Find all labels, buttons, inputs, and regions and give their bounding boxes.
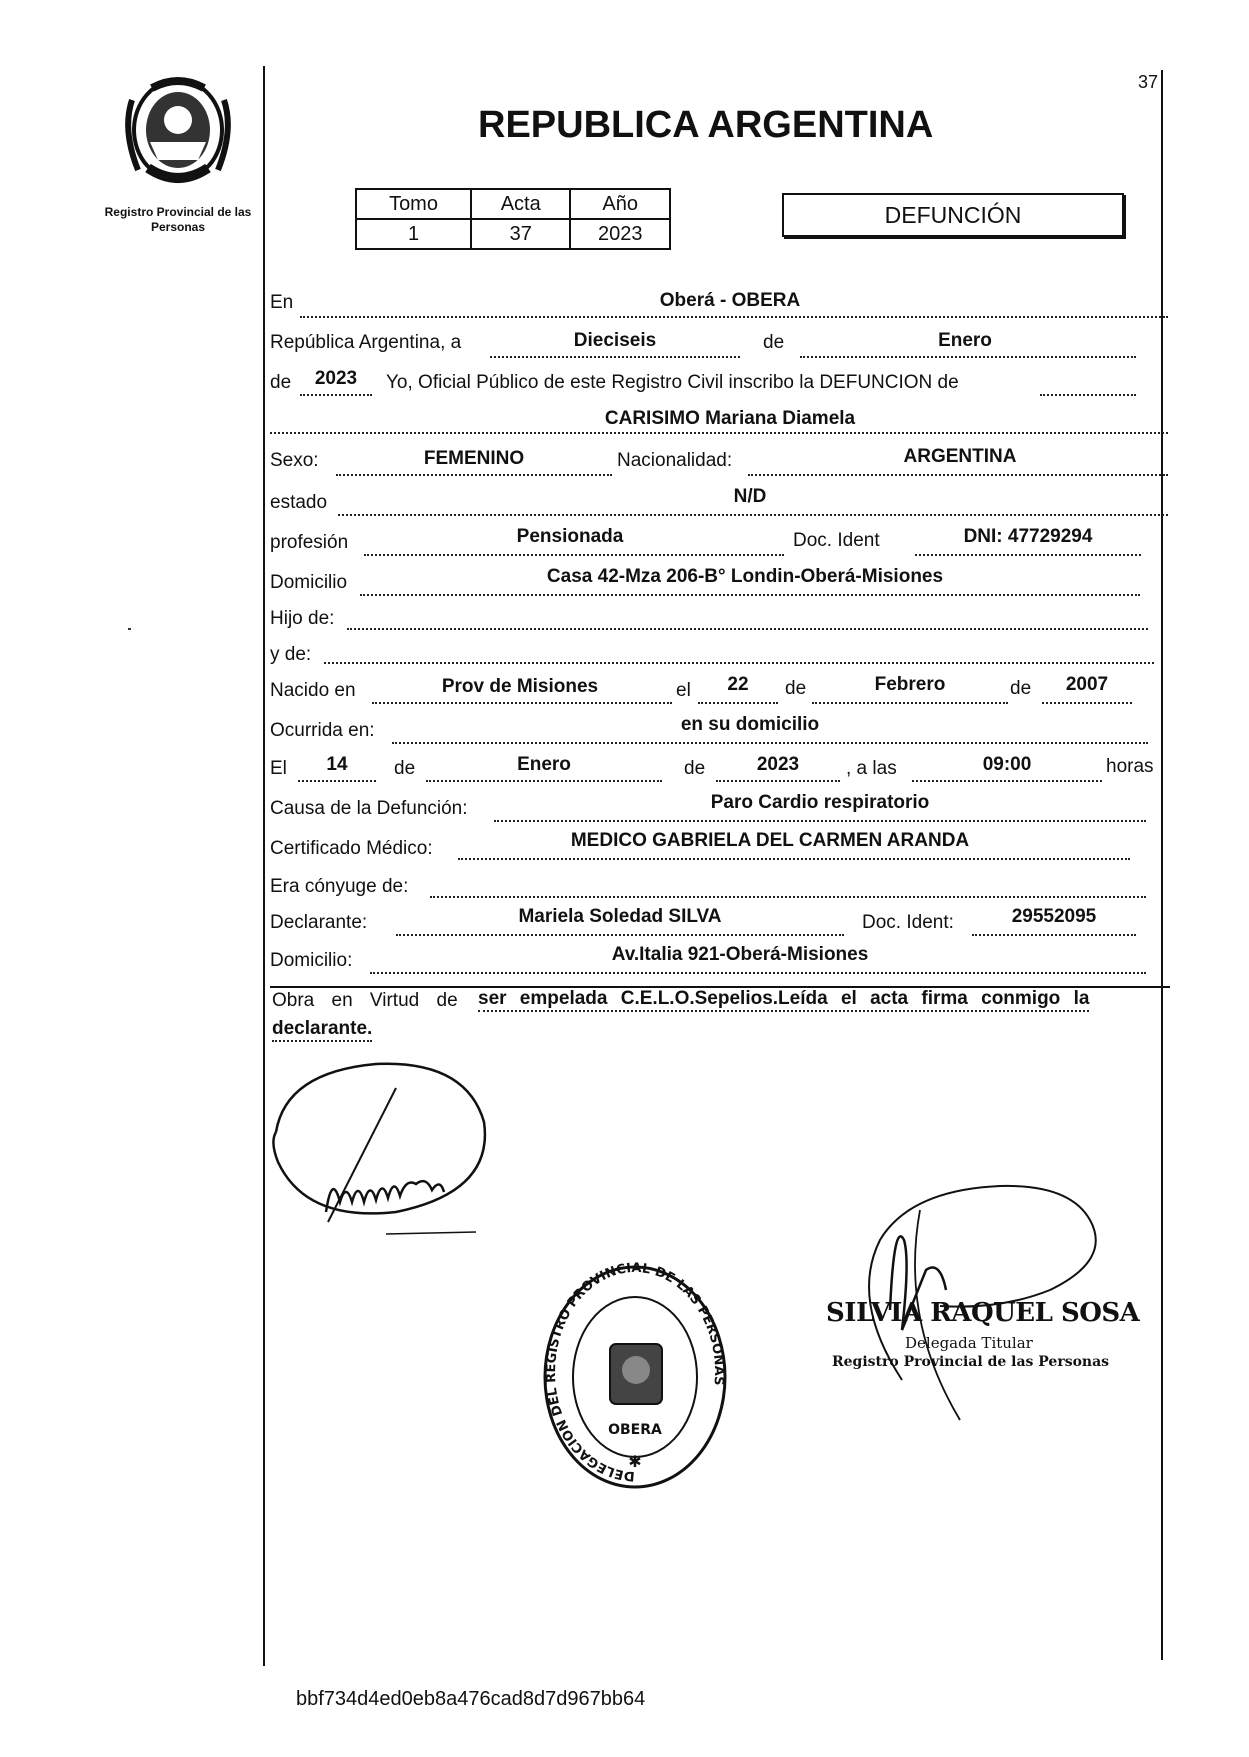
stamp-city: OBERA [608, 1422, 662, 1438]
estado-value: N/D [733, 486, 767, 507]
table-header-acta: Acta [471, 189, 570, 219]
dotted-line [370, 972, 1146, 974]
birth-month: Febrero [874, 674, 946, 695]
hijo-label: Hijo de: [270, 608, 335, 629]
dotted-line [300, 316, 1168, 318]
birth-year: 2007 [1065, 674, 1109, 695]
birth-day: 22 [727, 674, 749, 695]
dotted-line [364, 554, 784, 556]
left-margin-line [263, 66, 265, 1666]
office-stamp [540, 1262, 730, 1492]
domicilio-label: Domicilio [270, 572, 348, 593]
declarante-value: Mariela Soledad SILVA [518, 906, 722, 927]
domicilio-2-value: Av.Italia 921-Oberá-Misiones [611, 944, 869, 965]
sexo-label: Sexo: [270, 450, 319, 471]
causa-value: Paro Cardio respiratorio [710, 792, 930, 813]
act-type-box: DEFUNCIÓN [782, 193, 1124, 237]
nacido-label: Nacido en [270, 680, 356, 701]
obra-label: Obra en Virtud de [272, 990, 458, 1011]
certificado-value: MEDICO GABRIELA DEL CARMEN ARANDA [570, 830, 970, 851]
dotted-line [336, 474, 612, 476]
death-time: 09:00 [982, 754, 1032, 775]
official-role: Delegada Titular [905, 1334, 1033, 1352]
doc-ident-2-label: Doc. Ident: [862, 912, 954, 933]
el-label: El [270, 758, 287, 779]
a-las-label: , a las [846, 758, 897, 779]
dotted-line [392, 742, 1148, 744]
certificado-label: Certificado Médico: [270, 838, 433, 859]
nacido-value: Prov de Misiones [441, 676, 599, 697]
dotted-line [1040, 394, 1136, 396]
conyuge-label: Era cónyuge de: [270, 876, 409, 897]
yde-label: y de: [270, 644, 312, 665]
page-title: REPUBLICA ARGENTINA [478, 104, 934, 146]
doc-ident-2-value: 29552095 [1011, 906, 1097, 927]
obra-value-line-1: ser empelada C.E.L.O.Sepelios.Leída el acta firma conmigo la [478, 988, 1089, 1012]
dotted-line [698, 702, 778, 704]
stamp-ring-text: DELEGACION DEL REGISTRO PROVINCIAL DE LAS PERSONAS [543, 1262, 727, 1484]
dotted-line [338, 514, 1168, 516]
dotted-line [972, 934, 1136, 936]
obra-value-line-2: declarante. [272, 1018, 372, 1042]
dotted-line [360, 594, 1140, 596]
declarante-label: Declarante: [270, 912, 368, 933]
dotted-line [396, 934, 844, 936]
dotted-line [372, 702, 672, 704]
domicilio-value: Casa 42-Mza 206-B° Londin-Oberá-Misiones [546, 566, 944, 587]
dotted-line [716, 780, 840, 782]
dotted-line [800, 356, 1136, 358]
dotted-line [812, 702, 1008, 704]
deceased-name: CARISIMO Mariana Diamela [604, 408, 856, 429]
republica-label: República Argentina, a [270, 332, 462, 353]
dotted-line [426, 780, 662, 782]
inscribo-text: Yo, Oficial Público de este Registro Civil inscribo la DEFUNCION de [386, 372, 959, 393]
profesion-value: Pensionada [516, 526, 624, 547]
death-month: Enero [517, 754, 571, 775]
de-label: de [763, 332, 785, 353]
death-year: 2023 [756, 754, 800, 775]
causa-label: Causa de la Defunción: [270, 798, 468, 819]
table-cell-tomo: 1 [356, 219, 471, 249]
province-seal-logo [118, 70, 238, 190]
de-label: de [1010, 678, 1032, 699]
domicilio-2-label: Domicilio: [270, 950, 353, 971]
dotted-line [270, 432, 1168, 434]
dotted-line [490, 356, 740, 358]
de-label: de [684, 758, 706, 779]
de-label: de [785, 678, 807, 699]
scan-mark [128, 628, 131, 630]
page-number: 37 [1138, 72, 1159, 92]
official-name: SILVIA RAQUEL SOSA [826, 1298, 1140, 1328]
dotted-line [298, 780, 376, 782]
act-number-table [355, 188, 671, 250]
dotted-line [1042, 702, 1132, 704]
table-header-tomo: Tomo [356, 189, 471, 219]
official-office: Registro Provincial de las Personas [832, 1354, 1110, 1370]
dotted-line [430, 896, 1146, 898]
de-label: de [394, 758, 416, 779]
table-cell-acta: 37 [471, 219, 570, 249]
doc-ident-value: DNI: 47729294 [963, 526, 1093, 547]
profesion-label: profesión [270, 532, 349, 553]
estado-label: estado [270, 492, 328, 513]
right-margin-line [1161, 70, 1163, 1660]
en-label: En [270, 292, 294, 313]
table-header-anio: Año [570, 189, 670, 219]
dotted-line [300, 394, 372, 396]
dotted-line [748, 474, 1168, 476]
de-label: de [270, 372, 292, 393]
dotted-line [324, 662, 1154, 664]
document-hash: bbf734d4ed0eb8a476cad8d7d967bb64 [296, 1688, 646, 1710]
dotted-line [494, 820, 1146, 822]
dotted-line [347, 628, 1148, 630]
dotted-line [458, 858, 1130, 860]
el-label: el [676, 680, 691, 701]
dotted-line [912, 780, 1102, 782]
nacionalidad-value: ARGENTINA [903, 446, 1017, 467]
declarant-signature [266, 1052, 496, 1242]
place-value: Oberá - OBERA [659, 290, 801, 311]
star-icon: ✱ [628, 1452, 642, 1471]
day-value: Dieciseis [573, 330, 657, 351]
month-value: Enero [938, 330, 992, 351]
death-day: 14 [326, 754, 348, 775]
dotted-line [915, 554, 1141, 556]
horas-label: horas [1106, 756, 1154, 777]
logo-caption: Registro Provincial de las Personas [104, 205, 252, 234]
year-value: 2023 [314, 368, 358, 389]
table-cell-anio: 2023 [570, 219, 670, 249]
ocurrida-value: en su domicilio [680, 714, 820, 735]
doc-ident-label: Doc. Ident [793, 530, 880, 551]
sexo-value: FEMENINO [423, 448, 525, 469]
nacionalidad-label: Nacionalidad: [617, 450, 733, 471]
ocurrida-label: Ocurrida en: [270, 720, 375, 741]
